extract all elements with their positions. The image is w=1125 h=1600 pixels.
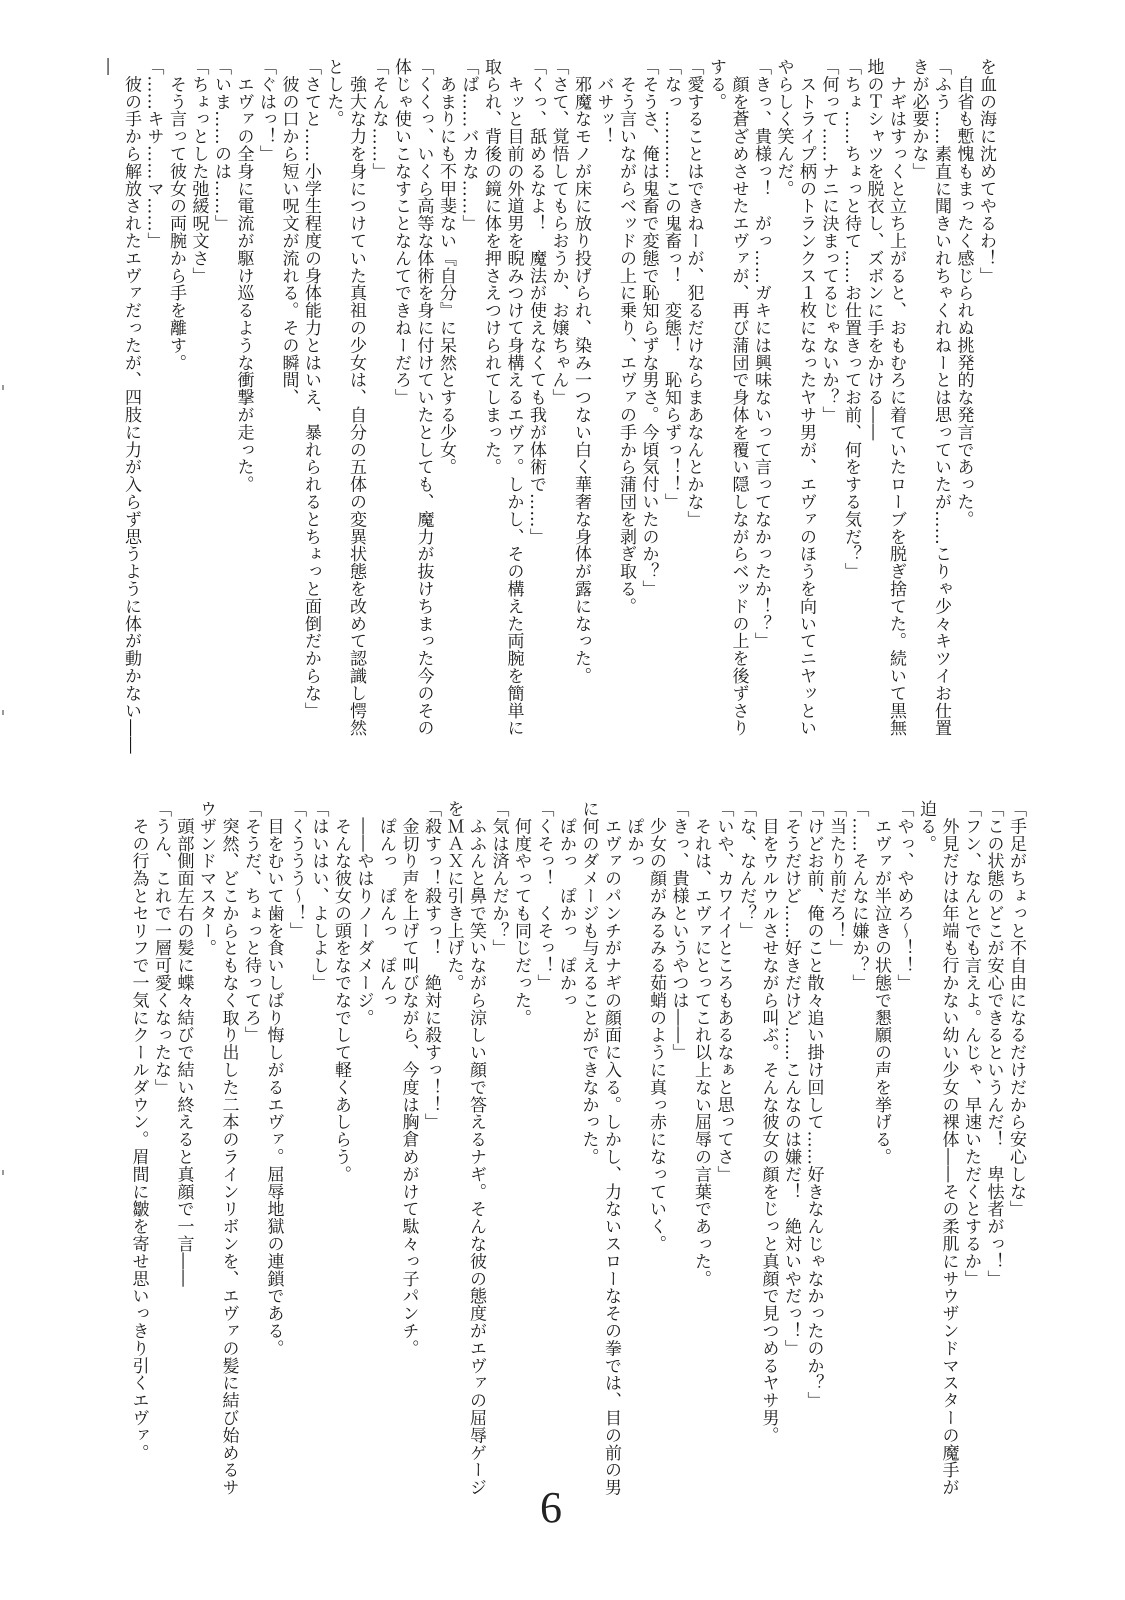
text-column: 「ぐはっ！」: [256, 58, 276, 163]
text-column: ナギはすっくと立ち上がると、おもむろに着ていたローブを脱ぎ捨てた。続いて黒無: [886, 58, 906, 737]
text-column: その行為とセリフで一気にクールダウン。眉間に皺を寄せ思いっきり引くエヴァ。: [128, 800, 149, 1462]
text-column: ふふんと鼻で笑いながら涼しい顔で答えるナギ。そんな彼の態度がエヴァの屈辱ゲージ: [466, 800, 486, 1496]
scan-mark: [2, 710, 4, 715]
text-column: とした。: [323, 58, 344, 128]
text-column: 「この状態のどこが安心できるというんだ！ 卑怯者がっ！」: [983, 800, 1004, 1288]
text-column: 「手足がちょっと不自由になるだけだから安心しな」: [1006, 800, 1026, 1218]
text-column: 「当たり前だろ！」: [826, 800, 846, 957]
text-column: ――やはりノーダメージ。: [353, 800, 374, 1027]
text-column: そう言いながらベッドの上に乗り、エヴァの手から蒲団を剥ぎ取る。: [616, 58, 636, 615]
text-column: 頭部側面左右の髪に蝶々結びで結い終えると真顔で一言――: [173, 800, 194, 1288]
text-column: をＭＡＸに引き上げた。: [443, 800, 464, 992]
text-column: 「くううう～！」: [286, 800, 306, 940]
text-column: 「気は済んだか？」: [488, 800, 509, 957]
text-column: 「そうだけど……好きだけど……こんなのは嫌だ！ 絶対いやだっ！」: [781, 800, 801, 1357]
text-column: そう言って彼女の両腕から手を離す。: [166, 58, 186, 372]
text-column: 自省も慙愧もまったく感じられぬ挑発的な発言であった。: [953, 58, 974, 528]
text-column: 「ふう……素直に聞きいれちゃくれねーとは思っていたが……こりゃ少々キツイお仕置: [931, 58, 951, 737]
text-column: に何のダメージも与えることができなかった。: [578, 800, 599, 1166]
text-column: 「さて、覚悟してもらおうか、お嬢ちゃん」: [548, 58, 569, 406]
text-column: きが必要かな」: [908, 58, 929, 180]
text-column: 「いま……のは……」: [211, 58, 231, 232]
text-column: 「きっ、貴様というやつは――」: [668, 800, 689, 1061]
text-column: ―: [98, 58, 119, 76]
text-column: 「はいはい、よしよし」: [308, 800, 329, 992]
scan-mark: [2, 1170, 4, 1175]
text-column: 彼の口から短い呪文が流れる。その瞬間、: [278, 58, 299, 406]
text-column: する。: [706, 58, 726, 111]
text-column: 「そうさ、俺は鬼畜で変態で恥知らずな男さ。今頃気付いたのか？」: [638, 58, 659, 598]
text-column: 「くっ、舐めるなよ！ 魔法が使えなくても我が体術で……」: [526, 58, 546, 546]
text-column: 「うん、これで一層可愛くなったな」: [151, 800, 171, 1096]
text-column: 邪魔なモノが床に放り投げられ、染み一つない白く華奢な身体が露になった。: [571, 58, 591, 685]
text-column: バサッ！: [593, 58, 614, 145]
text-column: 金切り声を上げて叫びながら、今度は胸倉めがけて駄々っ子パンチ。: [398, 800, 419, 1357]
text-column: 体じゃ使いこなすことなんてできねーだろ」: [391, 58, 411, 406]
text-column: それは、エヴァにとってこれ以上ない屈辱の言葉であった。: [691, 800, 711, 1288]
text-column: やらしく笑んだ。: [773, 58, 794, 198]
text-column: 彼の手から解放されたエヴァだったが、四肢に力が入らず思うように体が動かない――: [121, 58, 141, 754]
text-column: 「殺すっ！殺すっ！ 絶対に殺すっ！！」: [421, 800, 441, 1131]
text-column: 何度やっても同じだった。: [511, 800, 531, 1027]
bottom-text-block: [127, 800, 1027, 1496]
text-column: 強大な力を身につけていた真祖の少女は、自分の五体の変異状態を改めて認識し愕然: [346, 58, 366, 737]
text-column: 「愛することはできねーが、犯るだけならまあなんとかな」: [683, 58, 704, 528]
scan-mark: [2, 385, 4, 390]
text-column: そんな彼女の頭をなでなでして軽くあしらう。: [331, 800, 351, 1183]
top-text-block: [97, 58, 997, 758]
text-column: 目をウルウルさせながら叫ぶ。そんな彼女の顔をじっと真顔で見つめるヤサ男。: [758, 800, 779, 1444]
text-column: キッと目前の外道男を睨みつけて身構えるエヴァ。しかし、その構えた両腕を簡単に: [503, 58, 524, 737]
text-column: 「さてと……小学生程度の身体能力とはいえ、暴れられるとちょっと面倒だからな」: [301, 58, 321, 720]
text-column: を血の海に沈めてやるわ！」: [976, 58, 996, 285]
text-column: ぽかっ: [623, 800, 644, 870]
text-column: 「ちょっとした弛緩呪文さ」: [188, 58, 209, 285]
text-column: ウザンドマスター。: [196, 800, 216, 957]
text-column: 「な、なんだ？」: [736, 800, 756, 940]
text-column: 迫る。: [916, 800, 936, 853]
text-column: 「ちょ……ちょっと待て……お仕置きってお前、何をする気だ？」: [841, 58, 861, 580]
text-column: 「いや、カワイイところもあるなぁと思ってさ」: [713, 800, 734, 1183]
text-column: 「そんな……」: [368, 58, 389, 180]
text-column: 「きっ、貴様っ！ がっ……ガキには興味ないって言ってなかったか！？」: [751, 58, 771, 650]
page-number: 6: [540, 1483, 562, 1532]
text-column: 「なっ…………この鬼畜っ！ 変態！ 恥知らずっ！！」: [661, 58, 681, 511]
text-column: 「けどお前、俺のこと散々追い掛け回して……好きなんじゃなかったのか？」: [803, 800, 824, 1409]
text-column: 「そうだ、ちょっと待ってろ」: [241, 800, 261, 1044]
text-column: 地のＴシャツを脱衣し、ズボンに手をかける――: [863, 58, 884, 441]
text-column: ぽんっ ぽんっ ぽんっ: [376, 800, 396, 1009]
text-column: エヴァが半泣きの状態で懇願の声を挙げる。: [871, 800, 891, 1166]
text-column: 「……キサ……マ……」: [143, 58, 164, 250]
text-column: ストライプ柄のトランクス１枚になったヤサ男が、エヴァのほうを向いてニヤッとい: [796, 58, 816, 737]
text-column: 「……そんなに嫌か？」: [848, 800, 869, 992]
text-column: あまりにも不甲斐ない『自分』に呆然とする少女。: [436, 58, 456, 476]
text-column: 「くそっ！ くそっ！」: [533, 800, 554, 992]
text-column: 外見だけは年端も行かない幼い少女の裸体――その柔肌にサウザンドマスターの魔手が: [938, 800, 959, 1496]
text-column: ぽかっ ぽかっ ぽかっ: [556, 800, 576, 1009]
text-column: 「やっ、やめろ～！！」: [893, 800, 914, 992]
text-column: 突然、どこからともなく取り出した二本のラインリボンを、エヴァの髪に結び始めるサ: [218, 800, 239, 1496]
text-column: エヴァのパンチがナギの顔面に入る。しかし、力ないスローなその拳では、目の前の男: [601, 800, 621, 1496]
text-column: 取られ、背後の鏡に体を押さえつけられてしまった。: [481, 58, 501, 476]
text-column: 少女の顔がみるみる茹蛸のように真っ赤になっていく。: [646, 800, 666, 1253]
text-column: 「ば……バカな……」: [458, 58, 479, 232]
text-column: 目をむいて歯を食いしばり悔しがるエヴァ。屈辱地獄の連鎖である。: [263, 800, 284, 1357]
text-column: 「何って……ナニに決まってるじゃないか？」: [818, 58, 839, 424]
text-column: 「フン、なんとでも言えよ。んじゃ、早速いただくとするか」: [961, 800, 981, 1288]
text-column: エヴァの全身に電流が駆け巡るような衝撃が走った。: [233, 58, 254, 493]
text-column: 顔を蒼ざめさせたエヴァが、再び蒲団で身体を覆い隠しながらベッドの上を後ずさり: [728, 58, 749, 737]
text-column: 「くくっ、いくら高等な体術を身に付けていたとしても、魔力が抜けちまった今のその: [413, 58, 434, 737]
